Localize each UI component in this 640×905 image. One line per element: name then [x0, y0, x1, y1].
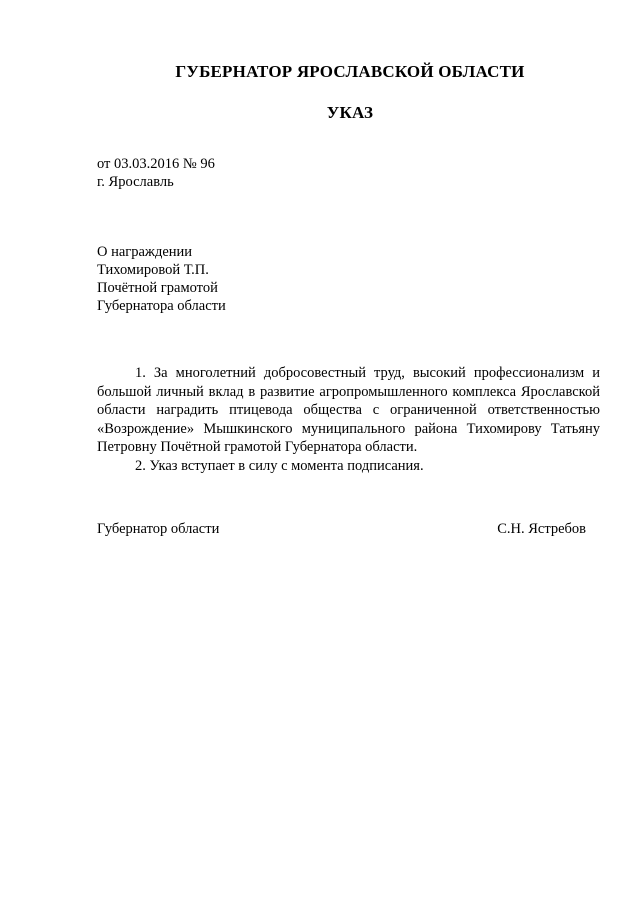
- paragraph-2: 2. Указ вступает в силу с момента подписания.: [135, 457, 424, 474]
- date-number: от 03.03.2016 № 96: [97, 156, 215, 172]
- city: г. Ярославль: [97, 174, 174, 190]
- document-title: ГУБЕРНАТОР ЯРОСЛАВСКОЙ ОБЛАСТИ: [175, 62, 525, 81]
- signatory-position: Губернатор области: [97, 521, 220, 537]
- subject-line: О награждении: [97, 244, 193, 260]
- signatory-name: С.Н. Ястребов: [497, 521, 586, 537]
- subject-line: Тихомировой Т.П.: [97, 262, 209, 278]
- subject-block: [97, 243, 226, 315]
- document-meta: [97, 155, 215, 191]
- paragraph-1: 1. За многолетний добросовестный труд, высокий профессионализм и большой личный вклад в развитие агропромышленного комплекса Ярославской области наградить птицевода общества с ограниченной ответственностью «Возрождение» Мышкинского муниципального района Тихомирову Татьяну Петровну Почётной грамотой Губернатора области.: [97, 365, 600, 456]
- subject-line: Губернатора области: [97, 298, 226, 314]
- decree-body: [97, 364, 600, 476]
- subject-line: Почётной грамотой: [97, 280, 218, 296]
- document-type: УКАЗ: [326, 103, 374, 122]
